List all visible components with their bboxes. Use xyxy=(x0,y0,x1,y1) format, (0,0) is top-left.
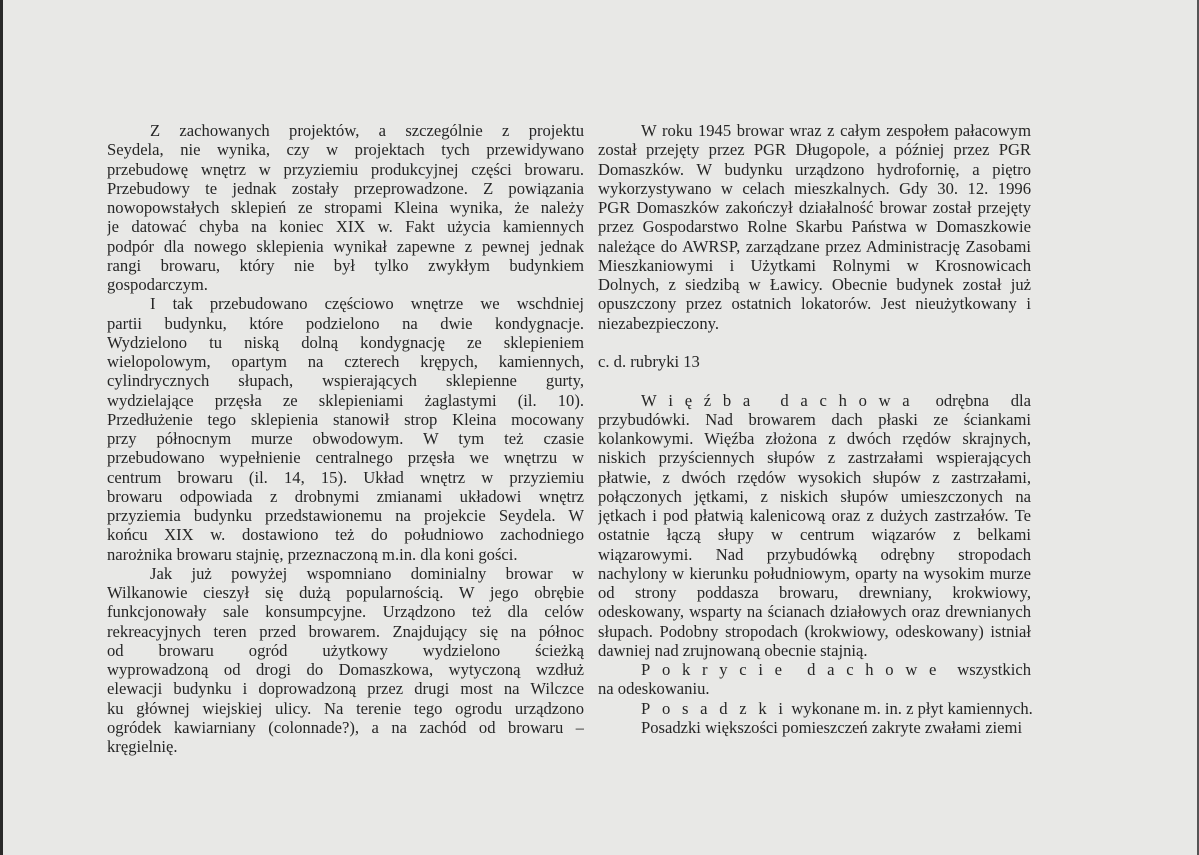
text-line xyxy=(598,237,1031,256)
text-line xyxy=(598,275,1031,294)
line-text: przebudowano wypełnienie centralnego przęsła we wnętrzu w xyxy=(107,448,584,468)
line-text: wykorzystywano w celach mieszkalnych. Gdy 30. 12. 1996 xyxy=(598,178,1031,198)
line-text: PGR Domaszków zakończył działalność browar został przejęty xyxy=(598,198,1031,217)
text-line xyxy=(107,410,584,429)
text-line xyxy=(598,410,1031,429)
text-line xyxy=(107,294,584,313)
line-text: niezabezpieczony. xyxy=(598,313,719,333)
line-text: wiązarowymi. Nad przybudówką odrębny stropodach xyxy=(598,544,1031,564)
line-text: przybudówki. Nad browarem dach płaski ze ściankami xyxy=(598,409,1031,429)
text-line xyxy=(107,352,584,371)
text-line xyxy=(598,545,1031,564)
text-line xyxy=(598,583,1031,602)
line-text: przyziemia budynku przedstawionemu na projekcie Seydela. W xyxy=(107,506,584,525)
line-text: W roku 1945 browar wraz z całym zespołem pałacowym xyxy=(641,121,1031,140)
text-line xyxy=(107,217,584,236)
text-line xyxy=(107,564,584,583)
line-text: partii budynku, które podzielono na dwie kondygnacje. xyxy=(107,313,584,333)
line-text: przy północnym murze obwodowym. W tym też czasie xyxy=(107,429,584,448)
text-line xyxy=(598,622,1031,641)
text-line xyxy=(598,487,1031,506)
line-text: funkcjonowały sale konsumpcyjne. Urządzono też dla celów xyxy=(107,602,584,622)
line-text: połączonych jętkami, z niskich słupów umieszczonych na xyxy=(598,486,1031,506)
text-line xyxy=(107,429,584,448)
line-text: nachylony w kierunku południowym, oparty na wysokim murze xyxy=(598,563,1031,583)
line-text: Dolnych, z siedzibą w Ławicy. Obecnie budynek został już xyxy=(598,275,1031,294)
left-text-column xyxy=(107,121,584,756)
line-text: wykonane m. in. z płyt kamiennych. xyxy=(791,698,1033,718)
line-text: niskich przyściennych słupów z zastrzałami wspierających xyxy=(598,448,1031,468)
text-line xyxy=(598,602,1031,621)
line-text: je datować chyba na koniec XIX w. Fakt użycia kamiennych xyxy=(107,217,584,237)
spaced-heading-term: P o s a d z k i xyxy=(641,698,788,718)
text-line xyxy=(598,352,1031,371)
line-text: Wydzielono tu niską dolną kondygnację ze sklepieniem xyxy=(107,332,584,352)
line-text: Seydela, nie wynika, czy w projektach tych przewidywano xyxy=(107,140,584,160)
line-text: c. d. rubryki 13 xyxy=(598,352,700,371)
text-line xyxy=(598,448,1031,467)
text-line xyxy=(598,679,1031,698)
text-line xyxy=(598,256,1031,275)
text-line xyxy=(598,391,1031,410)
line-text: gospodarczym. xyxy=(107,275,208,294)
text-line xyxy=(107,448,584,467)
text-line xyxy=(107,160,584,179)
text-line xyxy=(598,429,1031,448)
text-line xyxy=(598,140,1031,159)
text-line xyxy=(598,718,1031,737)
line-text: Posadzki większości pomieszczeń zakryte zwałami ziemi xyxy=(641,717,1023,737)
text-line xyxy=(107,121,584,140)
line-text: wszystkich xyxy=(957,660,1031,679)
text-line xyxy=(598,314,1031,333)
text-line xyxy=(107,468,584,487)
text-line xyxy=(598,217,1031,236)
text-line xyxy=(107,699,584,718)
text-line xyxy=(598,333,1031,352)
line-text: wielopolowym, opartym na czterech krępych, kamiennych, xyxy=(107,352,584,371)
line-text: należące do AWRSP, zarządzane przez Administrację Zasobami xyxy=(598,236,1031,256)
line-text: ostatnie łączą słupy w centrum wiązarów z belkami xyxy=(598,525,1031,545)
line-text: wydzielające przęsła ze sklepieniami żaglastymi (il. 10). xyxy=(107,390,584,410)
line-text: dawniej nad zrujnowaną obecnie stajnią. xyxy=(598,640,868,660)
line-text: centrum browaru (il. 14, 15). Układ wnętrz w przyziemiu xyxy=(107,467,584,487)
line-text: narożnika browaru stajnię, przeznaczoną m.in. dla koni gości. xyxy=(107,544,518,564)
text-line xyxy=(107,583,584,602)
line-text: ku głównej wiejskiej ulicy. Na terenie tego ogrodu urządzono xyxy=(107,698,584,718)
line-text: słupach. Podobny stropodach (krokwiowy, odeskowany) istniał xyxy=(598,621,1031,641)
text-line xyxy=(107,391,584,410)
text-line xyxy=(107,333,584,352)
line-text: Przedłużenie tego sklepienia stanowił strop Kleina mocowany xyxy=(107,409,584,429)
line-text: odrębna dla xyxy=(935,390,1031,410)
text-line xyxy=(107,487,584,506)
line-text: opuszczony przez ostatnich lokatorów. Jest nieużytkowany i xyxy=(598,294,1031,314)
line-text: został przejęty przez PGR Długopole, a później przez PGR xyxy=(598,140,1031,160)
text-line xyxy=(107,506,584,525)
line-text: Jak już powyżej wspomniano dominialny browar w xyxy=(150,563,584,583)
line-text: przez Gospodarstwo Rolne Skarbu Państwa w Domaszkowie xyxy=(598,217,1031,237)
text-line xyxy=(107,237,584,256)
line-text: rekreacyjnych teren przed browarem. Znajdujący się na północ xyxy=(107,621,584,641)
text-line xyxy=(107,737,584,756)
text-line xyxy=(107,545,584,564)
line-text: elewacji budynku i doprowadzoną przez drugi most na Wilczce xyxy=(107,679,584,699)
text-line xyxy=(107,718,584,737)
spaced-heading-term: W i ę ź b a d a c h o w a xyxy=(641,390,914,410)
text-line xyxy=(107,371,584,390)
text-line xyxy=(598,506,1031,525)
spaced-heading-term: P o k r y c i e d a c h o w e xyxy=(641,660,941,679)
line-text: ogródek kawiarniany (colonnade?), a na zachód od browaru – xyxy=(107,717,584,737)
line-text: nowopowstałych sklepień ze stropami Kleina wynika, że należy xyxy=(107,198,584,217)
line-text: cylindrycznych słupach, wspierających sklepienne gurty, xyxy=(107,371,584,391)
text-line xyxy=(107,641,584,660)
right-text-column xyxy=(598,121,1031,737)
line-text: Wilkanowie cieszył się dużą popularnością. W jego obrębie xyxy=(107,583,584,602)
text-line xyxy=(107,140,584,159)
text-line xyxy=(598,371,1031,390)
line-text: odeskowany, wsparty na ścianach działowych oraz drewnianych xyxy=(598,602,1031,622)
text-line xyxy=(598,641,1031,660)
scan-left-edge xyxy=(0,0,3,855)
text-line xyxy=(598,294,1031,313)
text-line xyxy=(598,121,1031,140)
text-line xyxy=(598,468,1031,487)
line-text: I tak przebudowano częściowo wnętrze we wschdniej xyxy=(150,294,584,314)
line-text: na odeskowaniu. xyxy=(598,679,710,699)
text-line xyxy=(107,198,584,217)
line-text: jętkach i pod płatwią kalenicową oraz z dużych zastrzałów. Te xyxy=(598,506,1031,525)
text-line xyxy=(107,256,584,275)
line-text: przebudowę wnętrz w przyziemiu produkcyjnej części browaru. xyxy=(107,159,584,179)
text-line xyxy=(107,314,584,333)
line-text: Domaszków. W budynku urządzono hydrofornię, a piętro xyxy=(598,159,1031,179)
line-text: kolankowymi. Więźba złożona z dwóch rzędów skrajnych, xyxy=(598,429,1031,448)
line-text: kręgielnię. xyxy=(107,737,178,756)
text-line xyxy=(598,198,1031,217)
text-line xyxy=(598,699,1031,718)
line-text: końcu XIX w. dostawiono też do południowo zachodniego xyxy=(107,525,584,545)
text-line xyxy=(598,660,1031,679)
text-line xyxy=(107,602,584,621)
line-text: wyprowadzoną od drogi do Domaszkowa, wytyczoną wzdłuż xyxy=(107,660,584,679)
line-text: płatwie, z dwóch rzędów wysokich słupów z zastrzałami, xyxy=(598,467,1031,487)
text-line xyxy=(598,160,1031,179)
line-text: Mieszkaniowymi i Użytkami Rolnymi w Krosnowicach xyxy=(598,255,1031,275)
line-text: browaru odpowiada z drobnymi zmianami układowi wnętrz xyxy=(107,486,584,506)
line-text: rangi browaru, który nie był tylko zwykłym budynkiem xyxy=(107,255,584,275)
text-line xyxy=(598,525,1031,544)
line-text: od browaru ogród użytkowy wydzielono ścieżką xyxy=(107,640,584,660)
line-text: podpór dla nowego sklepienia wynikał zapewne z pewnej jednak xyxy=(107,236,584,256)
text-line xyxy=(107,622,584,641)
line-text: od strony poddasza browaru, drewniany, krokwiowy, xyxy=(598,583,1031,602)
text-line xyxy=(107,679,584,698)
text-line xyxy=(107,525,584,544)
line-text: Z zachowanych projektów, a szczególnie z projektu xyxy=(150,121,584,140)
line-text: Przebudowy te jednak zostały przeprowadzone. Z powiązania xyxy=(107,178,584,198)
text-line xyxy=(598,564,1031,583)
text-line xyxy=(107,660,584,679)
text-line xyxy=(107,275,584,294)
text-line xyxy=(107,179,584,198)
text-line xyxy=(598,179,1031,198)
